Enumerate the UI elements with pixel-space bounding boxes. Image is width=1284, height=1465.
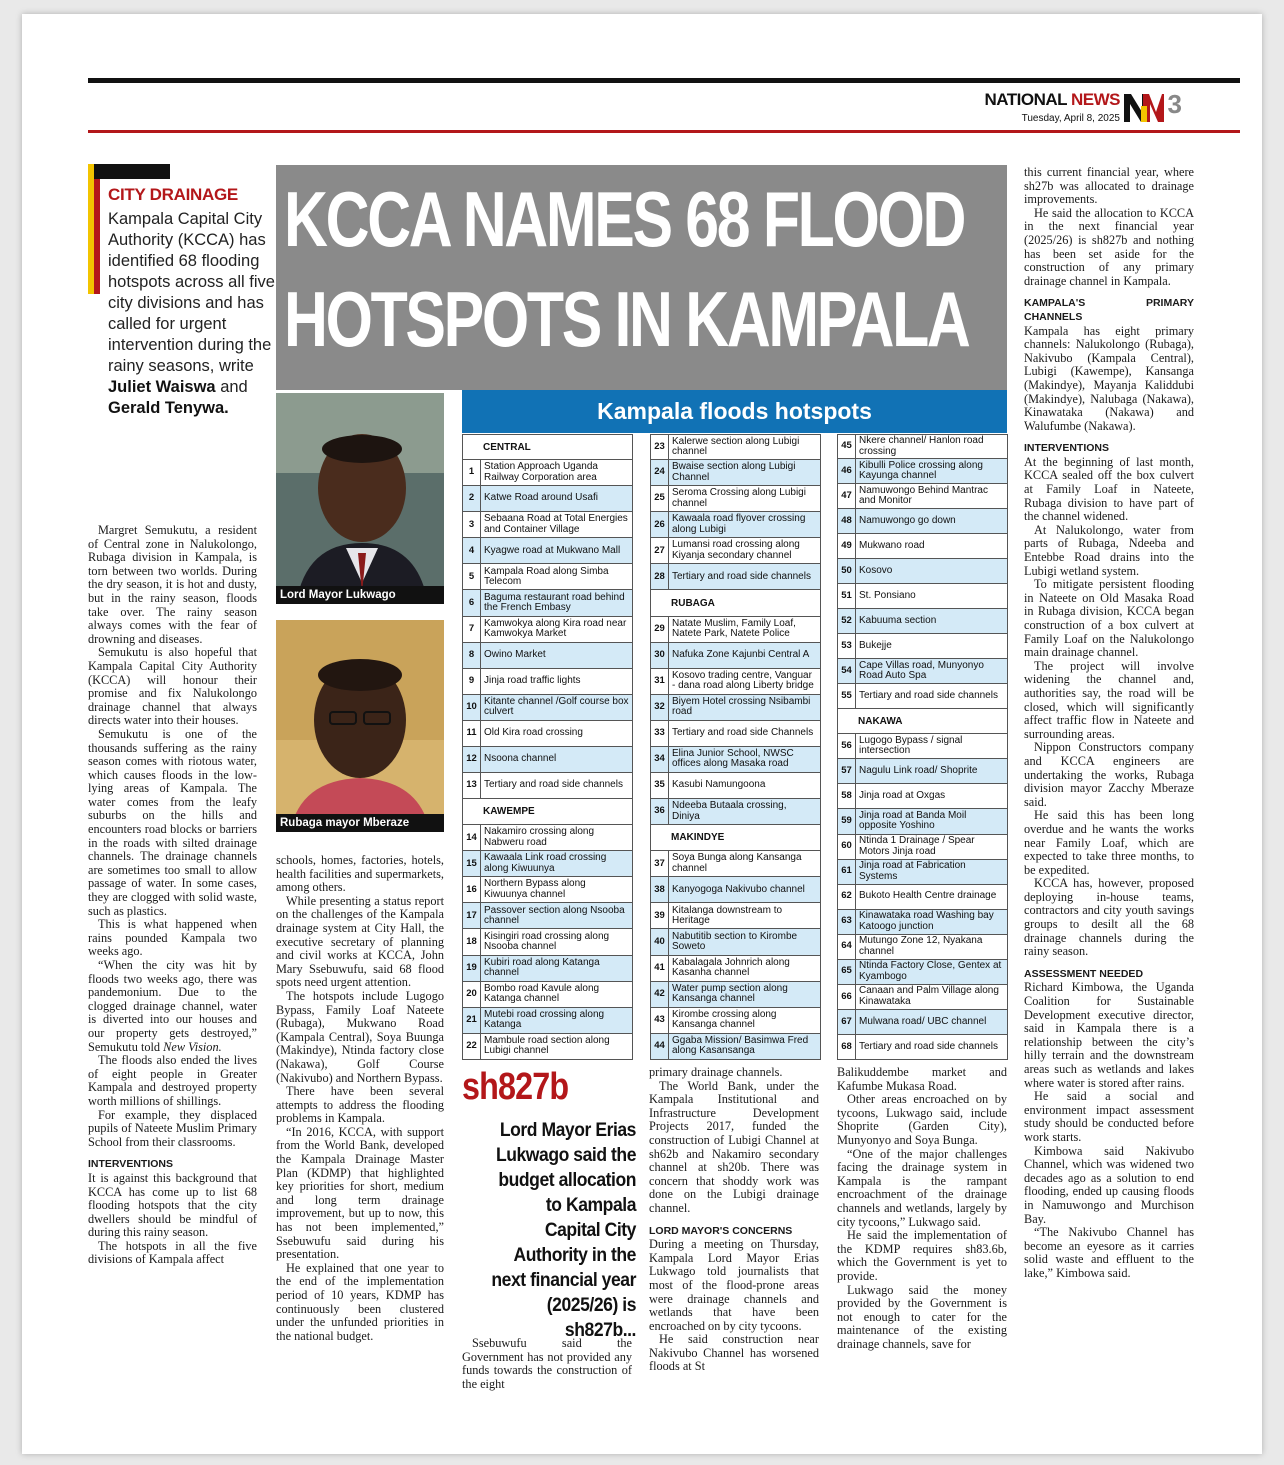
hotspot-location: Kamwokya along Kira road near Kamwokya Market [484,617,627,640]
table-region-header: NAKAWA [837,709,1008,734]
hotspot-location: Kalerwe section along Lubigi channel [672,435,800,458]
hotspot-number: 67 [838,1010,856,1034]
hotspot-number: 23 [651,435,669,459]
hotspot-location: Kitalanga downstream to Heritage [672,904,783,926]
hotspot-number: 13 [463,773,481,798]
hotspot-number: 40 [651,929,669,954]
table-row [650,799,821,825]
hotspot-number: 58 [838,784,856,808]
hotspot-number: 28 [651,564,669,589]
hotspot-location: Soya Bunga along Kansanga channel [672,852,802,874]
hotspot-location: Nakamiro crossing along Nabweru road [484,826,595,848]
kicker-accent-red [94,179,100,294]
table-row [837,434,1008,459]
hotspot-number: 18 [463,929,481,954]
hotspot-number: 2 [463,486,481,511]
hotspot-location: Tertiary and road side channels [672,570,811,582]
hotspot-number: 50 [838,559,856,583]
article-column-1: Margret Semukutu, a resident of Central zone in Nalukolongo, Rubaga division in Kampala, is torn between two worlds. During the dry season, it is hot and dusty, but in the rainy season, floods take over. The rainy season always comes with the fear of drowning and diseases. Semukutu is also hopeful that Kampala Capital City Authority (KCCA) will honour their promise and fix Nalukolongo drainage channel that always directs water into their houses. Semukutu is one of the thousands suffering as the rainy season comes with riotous water, which causes floods in the low-lying areas of Kampala. The water comes from the leafy suburbs on the hills and encounters road blocks or barriers in the roads with silted drainage channels. The drainage channels are sometimes too small to allow passage of water. In some cases, they are clogged with solid waste, such as plastics. This is what happened when rains pounded Kampala two weeks ago. “When the city was hit by floods two weeks ago, there was pandemonium. Due to the clogged drainage channel, water is diverted into our houses and our property gets destroyed,” Semukutu told New Vision. The floods also ended the lives of eight people in Greater Kampala and destroyed property worth millions of shillings. For example, they displaced pupils of Nateete Muslim Primary School from their classrooms. INTERVENTIONS It is against this background that KCCA has come up to list 68 flooding hotspots that the city dwellers should be mindful of during this rainy season. The hotspots in all the five divisions of Kampala affect [88,523,257,1267]
hotspot-location: Tertiary and road side channels [859,1040,998,1052]
hotspot-location: Tertiary and road side channels [484,779,623,791]
hotspot-number: 27 [651,538,669,563]
table-row [837,860,1008,885]
hotspot-location: Natate Muslim, Family Loaf, Natete Park, Natete Police [672,617,796,640]
table-row [650,903,821,929]
photo-lukwago [276,393,444,604]
hotspot-location: Seroma Crossing along Lubigi channel [672,487,806,509]
hotspot-location: Water pump section along Kansanga channel [672,982,788,1005]
hotspot-location: Jinja road at Oxgas [859,790,946,802]
table-region-header: CENTRAL [462,434,633,460]
hotspot-location: Lugogo Bypass / signal intersection [859,734,963,757]
article-column-5: Balikuddembe market and Kafumbe Mukasa Road. Other areas encroached on by tycoons, Lukwago said, include Shoprite (Garden City), Munyonyo and Soya Bunga. “One of the major challenges facing the drainage system in Kampala is the rampant encroachment of the drainage channels and wetlands, largely by city tycoons,” Lukwago said. He said the implementation of the KDMP requires sh83.6b, which the Government is yet to provide. Lukwago said the money provided by the Government is not enough to cater for the maintenance of the existing drainage channels, save for [837,1065,1007,1351]
header-rule [88,130,1240,133]
portrait-lukwago-image [276,393,444,604]
table-row [650,956,821,982]
table-row [837,960,1008,985]
table-row [462,538,633,564]
hotspot-location: St. Ponsiano [859,590,916,601]
table-row [462,1034,633,1060]
table-row [462,773,633,799]
issue-date: Tuesday, April 8, 2025 [1021,113,1120,124]
hotspot-table-column-1 [462,434,633,1060]
subhead: ASSESSMENT NEEDED [1024,967,1144,980]
page-number: 3 [1167,89,1182,119]
hotspot-number: 33 [651,721,669,746]
hotspot-number: 30 [651,643,669,668]
hotspot-number: 42 [651,982,669,1007]
hotspot-number: 6 [463,590,481,615]
hotspot-number: 60 [838,835,856,859]
hotspot-location: Station Approach Uganda Railway Corporation area [484,461,598,483]
hotspot-number: 17 [463,903,481,928]
hotspot-number: 34 [651,747,669,772]
hotspot-number: 56 [838,734,856,758]
hotspot-number: 65 [838,960,856,984]
hotspot-location: Tertiary and road side Channels [672,727,814,739]
hotspot-number: 54 [838,659,856,683]
hotspot-location: Nsoona channel [484,753,557,765]
table-row [650,564,821,590]
table-row [462,982,633,1008]
hotspot-number: 15 [463,851,481,876]
hotspot-table-column-2 [650,434,821,1060]
hotspot-number: 38 [651,877,669,902]
hotspot-number: 44 [651,1034,669,1059]
headline: KCCA NAMES 68 FLOOD HOTSPOTS IN KAMPALA [284,175,969,363]
table-row [837,734,1008,759]
hotspot-number: 39 [651,903,669,928]
table-region-header: RUBAGA [650,590,821,616]
hotspot-number: 62 [838,885,856,909]
table-row [462,956,633,982]
hotspot-number: 43 [651,1008,669,1033]
hotspot-number: 61 [838,860,856,884]
table-row [837,759,1008,784]
hotspot-number: 1 [463,460,481,485]
table-row [837,659,1008,684]
table-row [837,835,1008,860]
hotspot-number: 21 [463,1008,481,1033]
pullquote-amount: sh827b [462,1066,569,1108]
hotspot-location: Kitante channel /Golf course box culvert [484,695,629,718]
hotspot-number: 41 [651,956,669,981]
hotspot-number: 19 [463,956,481,981]
table-row [650,617,821,643]
hotspot-number: 3 [463,512,481,537]
pullquote-text: Lord Mayor Erias Lukwago said the budget allocation to Kampala Capital City Authority in the next financial year (2025/26) is sh827b... [491,1119,636,1341]
table-row [837,935,1008,960]
hotspot-number: 14 [463,825,481,850]
table-row [837,534,1008,559]
hotspot-number: 36 [651,799,669,824]
subhead: KAMPALA'S PRIMARY CHANNELS [1024,297,1194,323]
hotspot-location: Kisingiri road crossing along Nsooba channel [484,930,610,953]
masthead [950,90,1210,130]
newspaper-page [22,14,1262,1454]
hotspot-location: Kabalagala Johnrich along Kasanha channel [672,956,790,979]
hotspot-number: 11 [463,721,481,746]
hotspot-location: Passover section along Nsooba channel [484,904,625,926]
hotspot-number: 47 [838,484,856,508]
table-row [650,486,821,512]
hotspot-location: Kosovo trading centre, Vanguar - dana road along Liberty bridge [672,669,814,692]
hotspot-location: Katwe Road around Usafi [484,492,598,504]
hotspot-location: Kirombe crossing along Kansanga channel [672,1008,777,1031]
hotspot-location: Kabuuma section [859,615,937,627]
table-row [462,721,633,747]
kicker-bar [88,164,170,179]
table-row [650,460,821,486]
table-row [837,885,1008,910]
hotspot-location: Cape Villas road, Munyonyo Road Auto Spa [859,659,984,682]
photo-caption: Lord Mayor Lukwago [276,586,444,604]
hotspot-location: Mutungo Zone 12, Nyakana channel [859,935,983,957]
table-row [837,459,1008,484]
hotspot-location: Nagulu Link road/ Shoprite [859,765,978,777]
hotspot-location: Baguma restaurant road behind the French Embasy [484,591,625,613]
hotspot-location: Jinja road at Fabrication Systems [859,860,966,882]
hotspot-number: 9 [463,669,481,694]
hotspot-location: Northern Bypass along Kiwuunya channel [484,878,586,900]
hotspot-number: 26 [651,512,669,537]
hotspot-location: Owino Market [484,648,546,660]
hotspot-location: Kubiri road along Katanga channel [484,956,600,979]
hotspot-number: 63 [838,910,856,934]
hotspot-number: 51 [838,584,856,608]
hotspot-location: Elina Junior School, NWSC offices along Masaka road [672,748,794,770]
hotspot-number: 68 [838,1035,856,1059]
table-row [462,460,633,486]
section-kicker: CITY DRAINAGE [108,185,238,204]
table-row [462,512,633,538]
hotspot-location: Nafuka Zone Kajunbi Central A [672,648,810,660]
table-row [650,512,821,538]
table-title: Kampala floods hotspots [462,390,1007,433]
table-row [650,643,821,669]
table-row [462,825,633,851]
hotspot-location: Kibulli Police crossing along Kayunga channel [859,459,983,482]
hotspot-number: 20 [463,982,481,1007]
hotspot-number: 57 [838,759,856,783]
hotspot-location: Canaan and Palm Village along Kinawataka [859,985,999,1007]
table-row [462,929,633,955]
hotspot-number: 25 [651,486,669,511]
hotspot-location: Nkere channel/ Hanlon road crossing [859,435,984,457]
table-row [837,1010,1008,1035]
hotspot-number: 4 [463,538,481,563]
hotspot-number: 5 [463,564,481,589]
hotspot-location: Kampala Road along Simba Telecom [484,565,609,587]
hotspot-location: Kawaala Link road crossing along Kiwuunya [484,852,607,874]
hotspot-location: Ntinda 1 Drainage / Spear Motors Jinja road [859,835,975,857]
subhead: LORD MAYOR'S CONCERNS [649,1224,793,1237]
table-row [837,559,1008,584]
table-row [837,910,1008,935]
hotspot-location: Jinja road traffic lights [484,675,581,687]
hotspot-number: 7 [463,617,481,642]
hotspot-number: 48 [838,509,856,533]
table-row [650,982,821,1008]
table-row [837,784,1008,809]
table-row [462,903,633,929]
portrait-mberaze-image [276,620,444,832]
hotspot-number: 32 [651,695,669,720]
table-row [650,434,821,460]
nv-logo-icon [1122,92,1164,124]
hotspot-number: 59 [838,809,856,833]
table-row [650,747,821,773]
hotspot-number: 64 [838,935,856,959]
hotspot-location: Bukoto Health Centre drainage [859,890,997,902]
table-row [462,590,633,616]
hotspot-number: 31 [651,669,669,694]
table-row [462,669,633,695]
table-row [650,929,821,955]
hotspot-location: Kyagwe road at Mukwano Mall [484,544,621,556]
hotspot-number: 16 [463,877,481,902]
hotspot-number: 12 [463,747,481,772]
hotspot-location: Mukwano road [859,539,925,551]
table-row [650,877,821,903]
hotspot-location: Bwaise section along Lubigi Channel [672,461,796,483]
hotspot-number: 37 [651,851,669,876]
table-row [462,564,633,590]
table-row [837,809,1008,834]
hotspot-location: Mulwana road/ UBC channel [859,1015,987,1027]
hotspot-location: Tertiary and road side channels [859,690,998,702]
hotspot-location: Kawaala road flyover crossing along Lubigi [672,513,806,535]
table-row [462,851,633,877]
table-row [650,695,821,721]
table-row [650,851,821,877]
table-row [650,721,821,747]
article-column-3: Ssebuwufu said the Government has not provided any funds towards the construction of the eight [462,1336,632,1391]
table-region-header: MAKINDYE [650,825,821,851]
hotspot-location: Kinawataka road Washing bay Katoogo junction [859,910,994,932]
table-row [462,486,633,512]
hotspot-location: Lumansi road crossing along Kiyanja secondary channel [672,539,800,561]
hotspot-number: 29 [651,617,669,642]
table-row [837,634,1008,659]
table-row [462,877,633,903]
hotspot-number: 66 [838,985,856,1009]
table-row [837,985,1008,1010]
hotspot-location: Ntinda Factory Close, Gentex at Kyambogo [859,960,1002,982]
hotspot-number: 49 [838,534,856,558]
hotspot-number: 22 [463,1034,481,1059]
hotspot-location: Bukejje [859,640,892,652]
hotspot-location: Old Kira road crossing [484,727,583,739]
table-row [650,538,821,564]
hotspot-location: Kasubi Namungoona [672,779,766,791]
hotspot-location: Kanyogoga Nakivubo channel [672,883,805,895]
hotspot-location: Nabutitib section to Kirombe Soweto [672,930,798,953]
hotspot-location: Mambule road section along Lubigi channel [484,1034,610,1057]
hotspot-location: Mutebi road crossing along Katanga [484,1008,605,1031]
article-column-4: primary drainage channels. The World Bank, under the Kampala Institutional and Infrastructure Development Projects 2017, funded the construction of Lubigi Channel at sh62b and Nakamiro secondary channel at sh20b. There was concern that shoddy work was done on the Lubigi drainage channel. LORD MAYOR'S CONCERNS During a meeting on Thursday, Kampala Lord Mayor Erias Lukwago told journalists that most of the flood-prone areas were drainage channels and wetlands that have been encroached on by city tycoons. He said construction near Nakivubo Channel has worsened floods at St [649,1065,819,1374]
table-row [837,1035,1008,1060]
hotspot-location: Ggaba Mission/ Basimwa Fred along Kasansanga [672,1034,809,1057]
hotspot-number: 46 [838,459,856,483]
standfirst: Kampala Capital City Authority (KCCA) has identified 68 flooding hotspots across all five city divisions and has called for urgent intervention during the rainy seasons, write Juliet Waiswa and Gerald Tenywa. [108,210,275,417]
table-row [462,1008,633,1034]
hotspot-number: 45 [838,435,856,458]
hotspot-number: 53 [838,634,856,658]
hotspot-number: 55 [838,684,856,708]
article-column-6: this current financial year, where sh27b was allocated to drainage improvements. He said the allocation to KCCA in the next financial year (2025/26) is sh827b and nothing has been set aside for the construction of any primary drainage channel in Kampala. KAMPALA'S PRIMARY CHANNELS Kampala has eight primary channels: Nalukolongo (Rubaga), Nakivubo (Kampala Central), Lubigi (Kawempe), Kansanga (Makindye), Mayanja Kaliddubi (Makindye), Nalubaga (Nakawa), Kinawataka (Nakawa) and Walufumbe (Nakawa). INTERVENTIONS At the beginning of last month, KCCA sealed off the box culvert at Family Loaf in Nateete, Rubaga division to have part of the channel widened. At Nalukolongo, water from parts of Rubaga, Ndeeba and Entebbe Road drains into the Lubigi wetland system. To mitigate persistent flooding in Nateete on Old Masaka Road in Rubaga division, KCCA began construction of a box culvert at Family Loaf on the Nalukolongo main drainage channel. The project will involve widening the channel and, authorities say, the road will be closed, which will significantly affect traffic flow in Nateete and surrounding areas. Nippon Constructors company and KCCA engineers are undertaking the works, Rubaga division mayor Zacchy Mberaze said. He said this has been long overdue and he wants the works near Family Loaf, which are expected to take three months, to be expedited. KCCA has, however, proposed deploying in-house teams, contractors and city youth savings groups to desilt all the 68 drainage channels during the rainy season. ASSESSMENT NEEDED Richard Kimbowa, the Uganda Coalition for Sustainable Development executive director, said in Kampala there is a relationship between the city’s hilly terrain and the downstream areas such as wetlands and lakes where water is stored after rains. He said a social and environment impact assessment study should be conducted before work starts. Kimbowa said Nakivubo Channel, which was widened two decades ago as a solution to end flooding, ended up causing floods in Namuwongo and Murchison Bay. “The Nakivubo Channel has become an eyesore as it carries solid waste and effluent to the lake,” Kimbowa said. [1024,165,1194,1280]
hotspot-location: Namuwongo go down [859,514,956,526]
hotspot-number: 8 [463,643,481,668]
top-rule [88,78,1240,83]
table-row [462,643,633,669]
table-row [462,747,633,773]
hotspot-location: Kosovo [859,564,893,576]
table-row [650,1008,821,1034]
table-row [837,484,1008,509]
table-row [837,684,1008,709]
hotspot-location: Sebaana Road at Total Energies and Container Village [484,513,628,535]
table-row [462,617,633,643]
hotspot-number: 10 [463,695,481,720]
subhead: INTERVENTIONS [88,1158,173,1171]
table-row [650,669,821,695]
hotspot-location: Biyem Hotel crossing Nsibambi road [672,695,811,718]
table-row [837,509,1008,534]
table-row [650,1034,821,1060]
hotspot-location: Bombo road Kavule along Katanga channel [484,982,600,1005]
hotspot-number: 24 [651,460,669,485]
article-column-2: schools, homes, factories, hotels, health facilities and supermarkets, among others. While presenting a status report on the challenges of the Kampala drainage system at City Hall, the executive secretary of planning and civil works at KCCA, John Mary Ssebuwufu, said 68 flood spots need urgent attention. The hotspots include Lugogo Bypass, Family Loaf Nateete (Rubaga), Mukwano Road (Kampala Central), Soya Buunga (Makindye), Ntinda factory close (Nakawa), Golf Course (Nakivubo) and Northern Bypass. There have been several attempts to address the flooding problems in Kampala. “In 2016, KCCA, with support from the World Bank, developed the Kampala Drainage Master Plan (KDMP) that highlighted key priorities for short, medium and long term drainage improvement, but up to now, this has not been implemented,” Ssebuwufu said during his presentation. He explained that one year to the end of the implementation period of 10 years, KDMP has continuously been clustered under the unfunded priorities in the national budget. [276,853,444,1343]
table-row [462,695,633,721]
hotspot-location: Jinja road at Banda Moil opposite Yoshino [859,810,967,832]
hotspot-location: Ndeeba Butaala crossing, Diniya [672,800,787,822]
hotspot-number: 35 [651,773,669,798]
hotspot-location: Namuwongo Behind Mantrac and Monitor [859,484,988,507]
table-row [837,609,1008,634]
table-row [650,773,821,799]
table-region-header: KAWEMPE [462,799,633,825]
hotspot-table-column-3 [837,434,1008,1060]
hotspot-number: 52 [838,609,856,633]
subhead: INTERVENTIONS [1024,442,1109,455]
photo-caption: Rubaga mayor Mberaze [276,814,444,832]
photo-mberaze [276,620,444,832]
section-name: NATIONAL NEWS [984,90,1120,109]
table-row [837,584,1008,609]
